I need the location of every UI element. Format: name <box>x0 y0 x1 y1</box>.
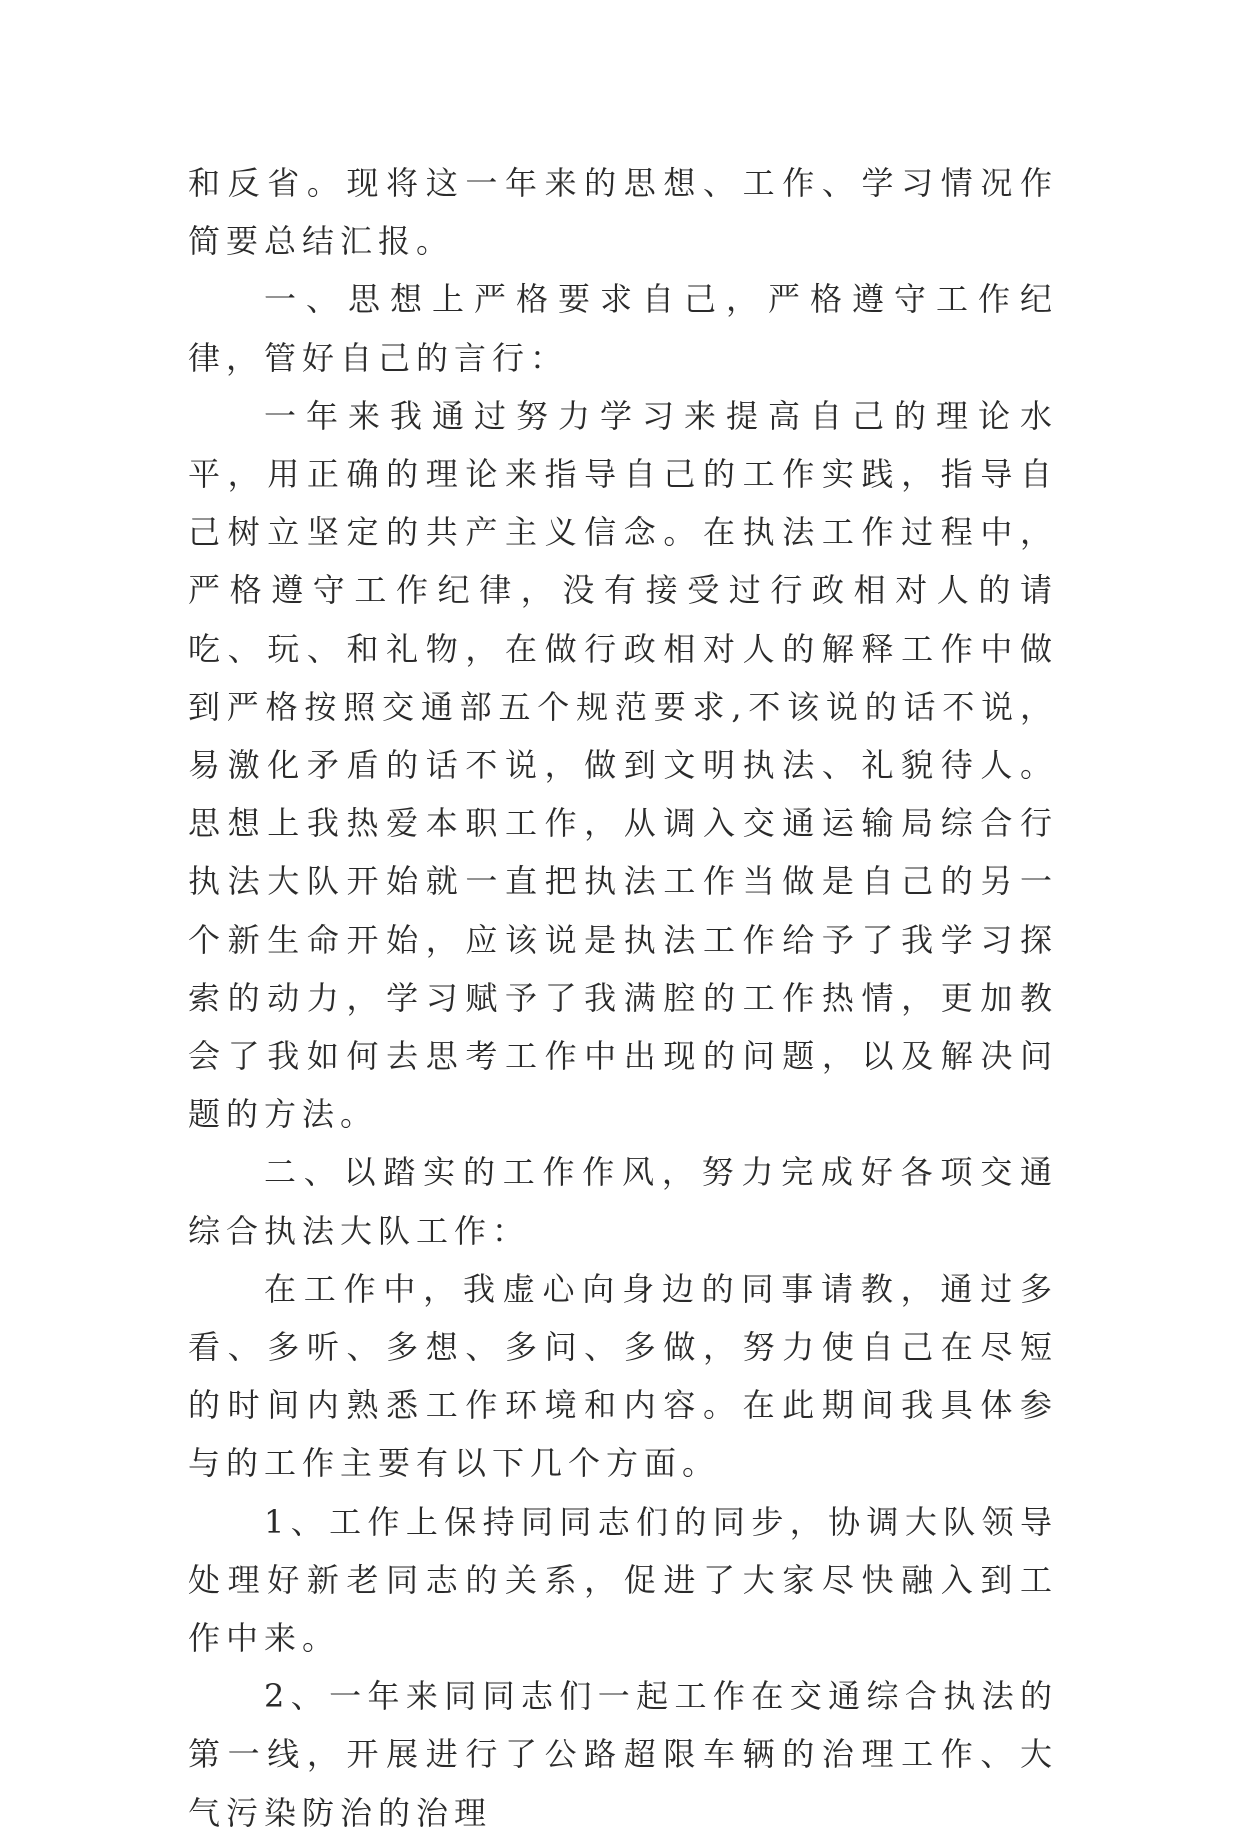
list-item-2: 2、一年来同同志们一起工作在交通综合执法的第一线，开展进行了公路超限车辆的治理工作、大气污染防治的治理 <box>188 1677 1058 1832</box>
list-item-1: 1、工作上保持同同志们的同步，协调大队领导处理好新老同志的关系，促进了大家尽快融入到工作中来。 <box>188 1502 1058 1658</box>
heading-section-1: 一、思想上严格要求自己，严格遵守工作纪律，管好自己的言行： <box>188 280 1058 377</box>
heading-section-2: 二、以踏实的工作作风，努力完成好各项交通综合执法大队工作： <box>188 1153 1058 1250</box>
paragraph-section-2: 在工作中，我虚心向身边的同事请教，通过多看、多听、多想、多问、多做，努力使自己在尽短的时间内熟悉工作环境和内容。在此期间我具体参与的工作主要有以下几个方面。 <box>188 1269 1058 1483</box>
paragraph-intro: 和反省。现将这一年来的思想、工作、学习情况作简要总结汇报。 <box>188 164 1058 261</box>
document-body <box>188 154 1058 1842</box>
paragraph-section-1: 一年来我通过努力学习来提高自己的理论水平，用正确的理论来指导自己的工作实践，指导自己树立坚定的共产主义信念。在执法工作过程中，严格遵守工作纪律，没有接受过行政相对人的请吃、玩、和礼物，在做行政相对人的解释工作中做到严格按照交通部五个规范要求,不该说的话不说，易激化矛盾的话不说，做到文明执法、礼貌待人。思想上我热爱本职工作，从调入交通运输局综合行执法大队开始就一直把执法工作当做是自己的另一个新生命开始，应该说是执法工作给予了我学习探索的动力，学习赋予了我满腔的工作热情，更加教会了我如何去思考工作中出现的问题，以及解决问题的方法。 <box>188 396 1058 1134</box>
